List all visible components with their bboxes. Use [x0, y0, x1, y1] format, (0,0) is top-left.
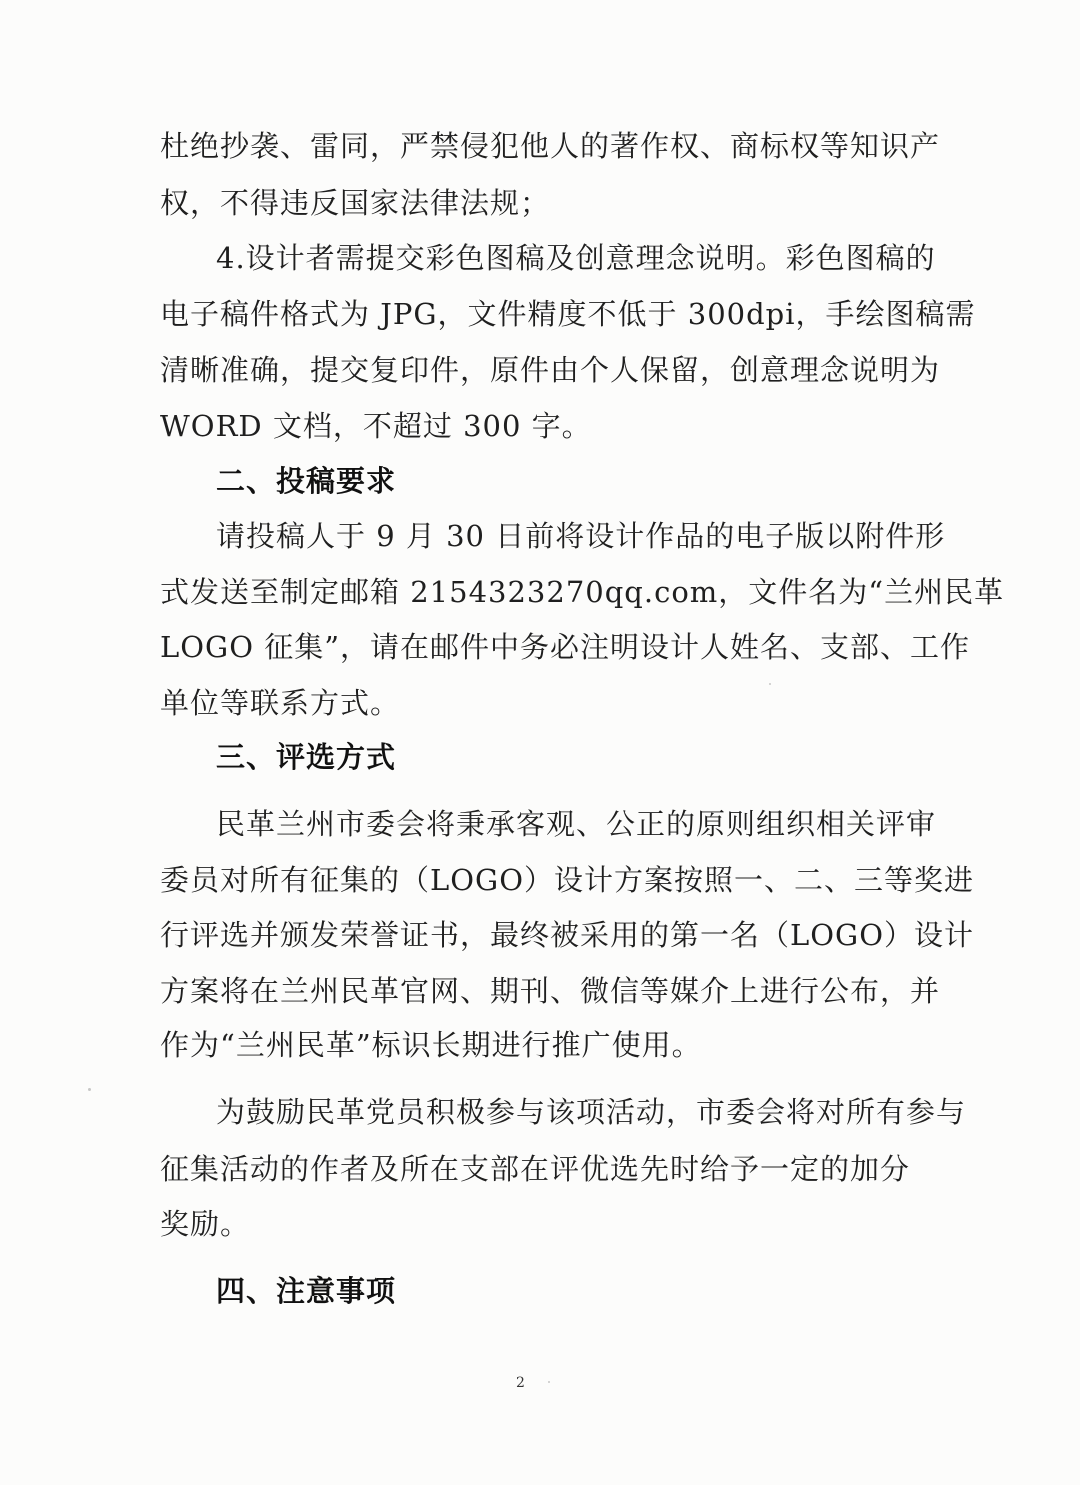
text-line: 行评选并颁发荣誉证书，最终被采用的第一名（LOGO）设计: [160, 918, 974, 952]
scan-speck: [548, 1381, 550, 1383]
scan-speck: [769, 683, 771, 685]
text-line: 杜绝抄袭、雷同，严禁侵犯他人的著作权、商标权等知识产: [160, 129, 941, 163]
text-line: LOGO 征集”，请在邮件中务必注明设计人姓名、支部、工作: [160, 630, 971, 664]
text-line: 请投稿人于 9 月 30 日前将设计作品的电子版以附件形: [216, 519, 946, 553]
text-line: 委员对所有征集的（LOGO）设计方案按照一、二、三等奖进: [160, 863, 974, 897]
text-line: 4.设计者需提交彩色图稿及创意理念说明。彩色图稿的: [216, 241, 936, 275]
text-line: 奖励。: [160, 1207, 251, 1241]
text-line: 方案将在兰州民革官网、期刊、微信等媒介上进行公布，并: [160, 974, 941, 1008]
section-heading-notes: 四、注意事项: [216, 1274, 397, 1308]
text-line: 征集活动的作者及所在支部在评优选先时给予一定的加分: [160, 1152, 911, 1186]
text-line: 电子稿件格式为 JPG，文件精度不低于 300dpi，手绘图稿需: [160, 297, 976, 331]
section-heading-submission: 二、投稿要求: [216, 464, 397, 498]
text-line: WORD 文档，不超过 300 字。: [160, 409, 592, 443]
text-line: 清晰准确，提交复印件，原件由个人保留，创意理念说明为: [160, 353, 941, 387]
page-number: 2: [516, 1375, 525, 1391]
text-line: 式发送至制定邮箱 2154323270qq.com，文件名为“兰州民革: [160, 575, 1005, 609]
text-line: 作为“兰州民革”标识长期进行推广使用。: [160, 1028, 702, 1062]
text-line: 为鼓励民革党员积极参与该项活动，市委会将对所有参与: [216, 1095, 967, 1129]
section-heading-selection: 三、评选方式: [216, 740, 397, 774]
text-line: 民革兰州市委会将秉承客观、公正的原则组织相关评审: [216, 807, 937, 841]
text-line: 权，不得违反国家法律法规；: [160, 186, 551, 220]
text-line: 单位等联系方式。: [160, 686, 401, 720]
scan-speck: [88, 1088, 91, 1091]
